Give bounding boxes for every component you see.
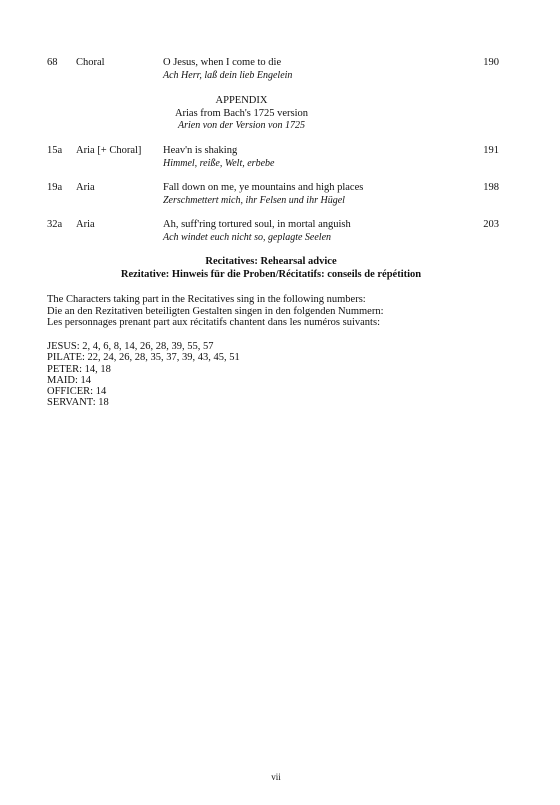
recitatives-heading-line-2: Rezitative: Hinweis für die Proben/Récitatifs: conseils de répétition [120, 268, 422, 280]
entry-subtitle: Zerschmettert mich, ihr Felsen und ihr Hügel [163, 195, 345, 206]
appendix-heading-block [163, 95, 320, 133]
entry-title: Ah, suff'ring tortured soul, in mortal anguish [163, 219, 351, 230]
entry-subtitle: Ach windet euch nicht so, geplagte Seelen [163, 232, 332, 243]
list-item: SERVANT: 18 [47, 397, 109, 409]
appendix-line-2: Arien von der Version von 1725 [178, 120, 305, 131]
entry-page: 191 [483, 145, 499, 156]
intro-line-fr: Les personnages prenant part aux récitatifs chantent dans les numéros suivants: [47, 317, 380, 328]
list-item: MAID: 14 [47, 374, 92, 386]
entry-subtitle: Himmel, reiße, Welt, erbebe [163, 158, 275, 169]
appendix-heading: APPENDIX [215, 95, 268, 106]
entry-number: 19a [47, 182, 63, 193]
entry-number: 32a [47, 219, 63, 230]
entry-page: 203 [483, 219, 499, 230]
page-number: vii [271, 772, 281, 782]
entry-title: Heav'n is shaking [163, 145, 238, 156]
entry-subtitle: Ach Herr, laß dein lieb Engelein [163, 70, 293, 81]
entry-title: Fall down on me, ye mountains and high places [163, 182, 364, 193]
entry-number: 68 [47, 57, 58, 68]
entry-type: Aria [+ Choral] [76, 145, 142, 156]
entry-type: Aria [76, 182, 95, 193]
entry-number: 15a [47, 145, 63, 156]
list-item: OFFICER: 14 [47, 386, 107, 398]
appendix-line-1: Arias from Bach's 1725 version [174, 107, 309, 119]
list-item: PILATE: 22, 24, 26, 28, 35, 37, 39, 43, 45, 51 [47, 352, 240, 364]
entry-titles [163, 144, 463, 170]
entry-title: O Jesus, when I come to die [163, 57, 282, 68]
entry-titles [163, 181, 463, 207]
entry-type: Aria [76, 219, 95, 230]
entry-type: Choral [76, 57, 105, 68]
intro-line-de: Die an den Rezitativen beteiligten Gestalten singen in den folgenden Nummern: [47, 305, 384, 317]
entry-titles [163, 218, 463, 244]
list-item: JESUS: 2, 4, 6, 8, 14, 26, 28, 39, 55, 57 [47, 341, 214, 352]
recitatives-heading [0, 256, 542, 281]
recitatives-heading-line-1: Recitatives: Rehearsal advice [205, 256, 337, 267]
characters-list [47, 341, 347, 409]
entry-page: 198 [483, 182, 499, 193]
recitatives-intro [47, 294, 527, 329]
entry-page: 190 [483, 57, 499, 68]
list-item: PETER: 14, 18 [47, 363, 111, 375]
entry-titles [163, 56, 463, 82]
intro-line-en: The Characters taking part in the Recitatives sing in the following numbers: [47, 294, 366, 305]
